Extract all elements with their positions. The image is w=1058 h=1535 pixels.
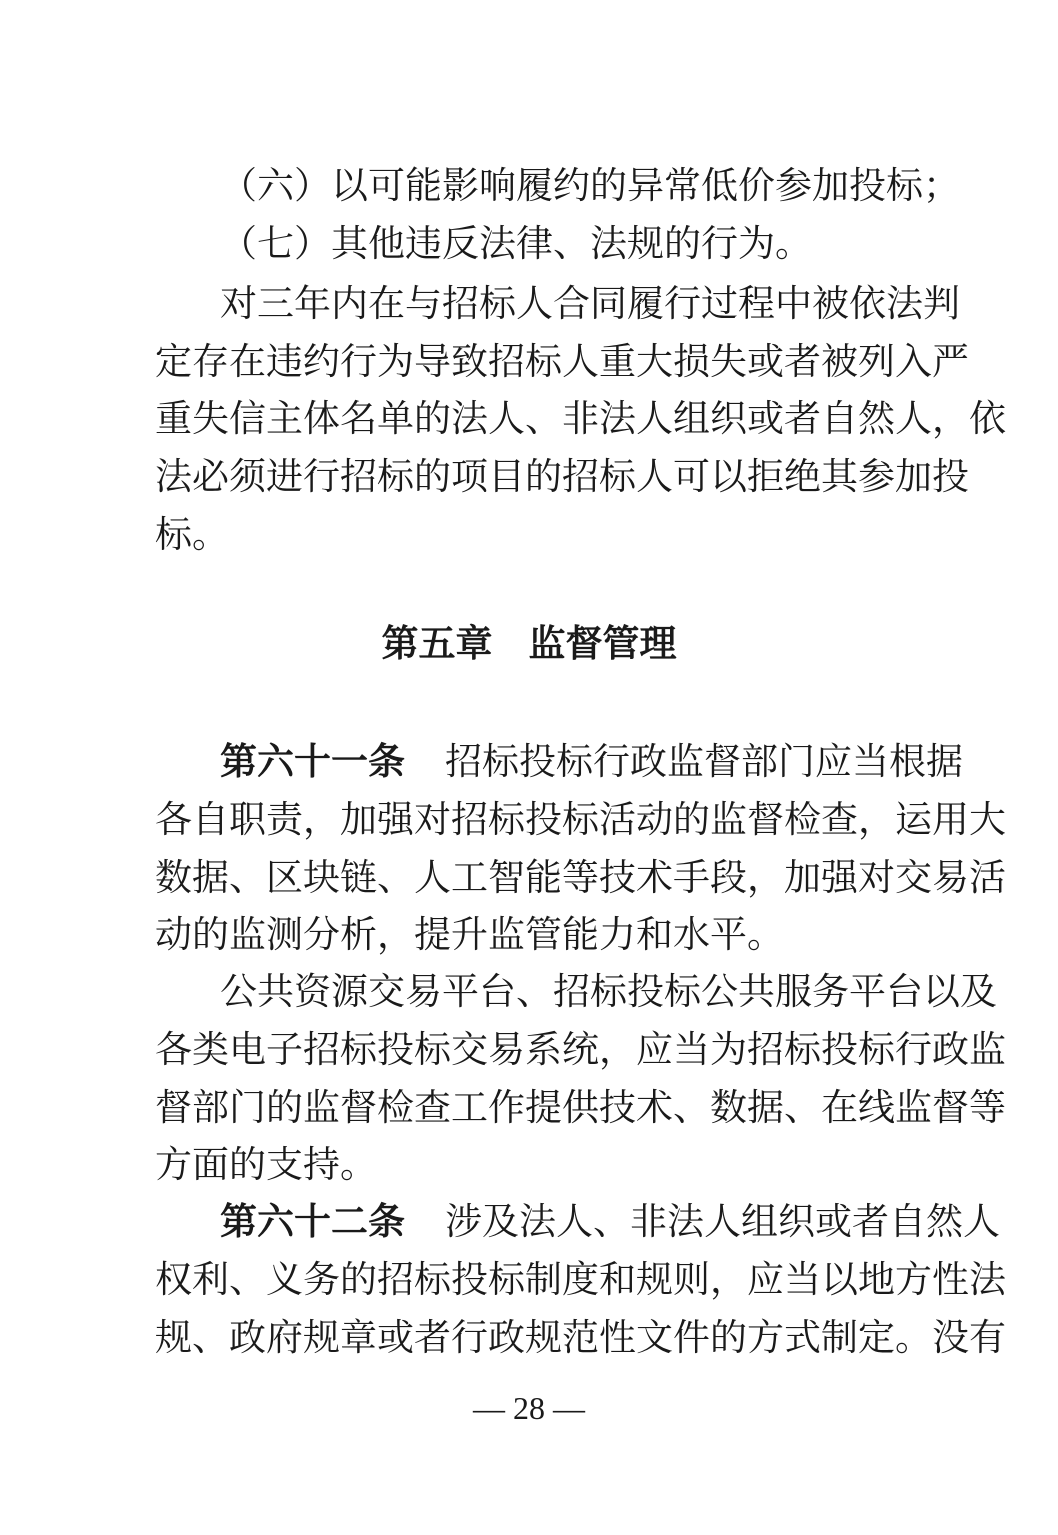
article-62-text: 涉及法人、非法人组织或者自然人	[445, 1200, 1000, 1243]
article-62-label: 第六十二条	[220, 1200, 405, 1243]
paragraph-line: 法必须进行招标的项目的招标人可以拒绝其参加投	[155, 455, 969, 498]
item-seven: （七）其他违反法律、法规的行为。	[220, 222, 812, 265]
paragraph-line: 规、政府规章或者行政规范性文件的方式制定。没有	[155, 1316, 1006, 1359]
article-62-first-line	[220, 1200, 1000, 1244]
paragraph-line: 权利、义务的招标投标制度和规则，应当以地方性法	[155, 1258, 1006, 1301]
paragraph-line: 对三年内在与招标人合同履行过程中被依法判	[220, 282, 960, 325]
paragraph-line: 动的监测分析，提升监管能力和水平。	[155, 913, 784, 956]
paragraph-line: 公共资源交易平台、招标投标公共服务平台以及	[220, 970, 997, 1013]
paragraph-line: 各自职责，加强对招标投标活动的监督检查，运用大	[155, 798, 1006, 841]
chapter-heading	[0, 622, 1058, 666]
paragraph-line: 重失信主体名单的法人、非法人组织或者自然人，依	[155, 397, 1006, 440]
paragraph-line: 督部门的监督检查工作提供技术、数据、在线监督等	[155, 1086, 1006, 1129]
paragraph-line: 数据、区块链、人工智能等技术手段，加强对交易活	[155, 856, 1006, 899]
paragraph-line: 方面的支持。	[155, 1143, 377, 1186]
paragraph-line: 定存在违约行为导致招标人重大损失或者被列入严	[155, 340, 969, 383]
article-61-first-line	[220, 740, 963, 784]
article-61-label: 第六十一条	[220, 740, 405, 783]
paragraph-line: 标。	[155, 513, 229, 556]
article-61-text: 招标投标行政监督部门应当根据	[445, 740, 963, 783]
chapter-number: 第五章	[381, 622, 493, 665]
chapter-title: 监督管理	[528, 622, 677, 665]
page-number: — 28 —	[473, 1390, 585, 1426]
item-six: （六）以可能影响履约的异常低价参加投标；	[220, 164, 960, 207]
paragraph-line: 各类电子招标投标交易系统，应当为招标投标行政监	[155, 1028, 1006, 1071]
